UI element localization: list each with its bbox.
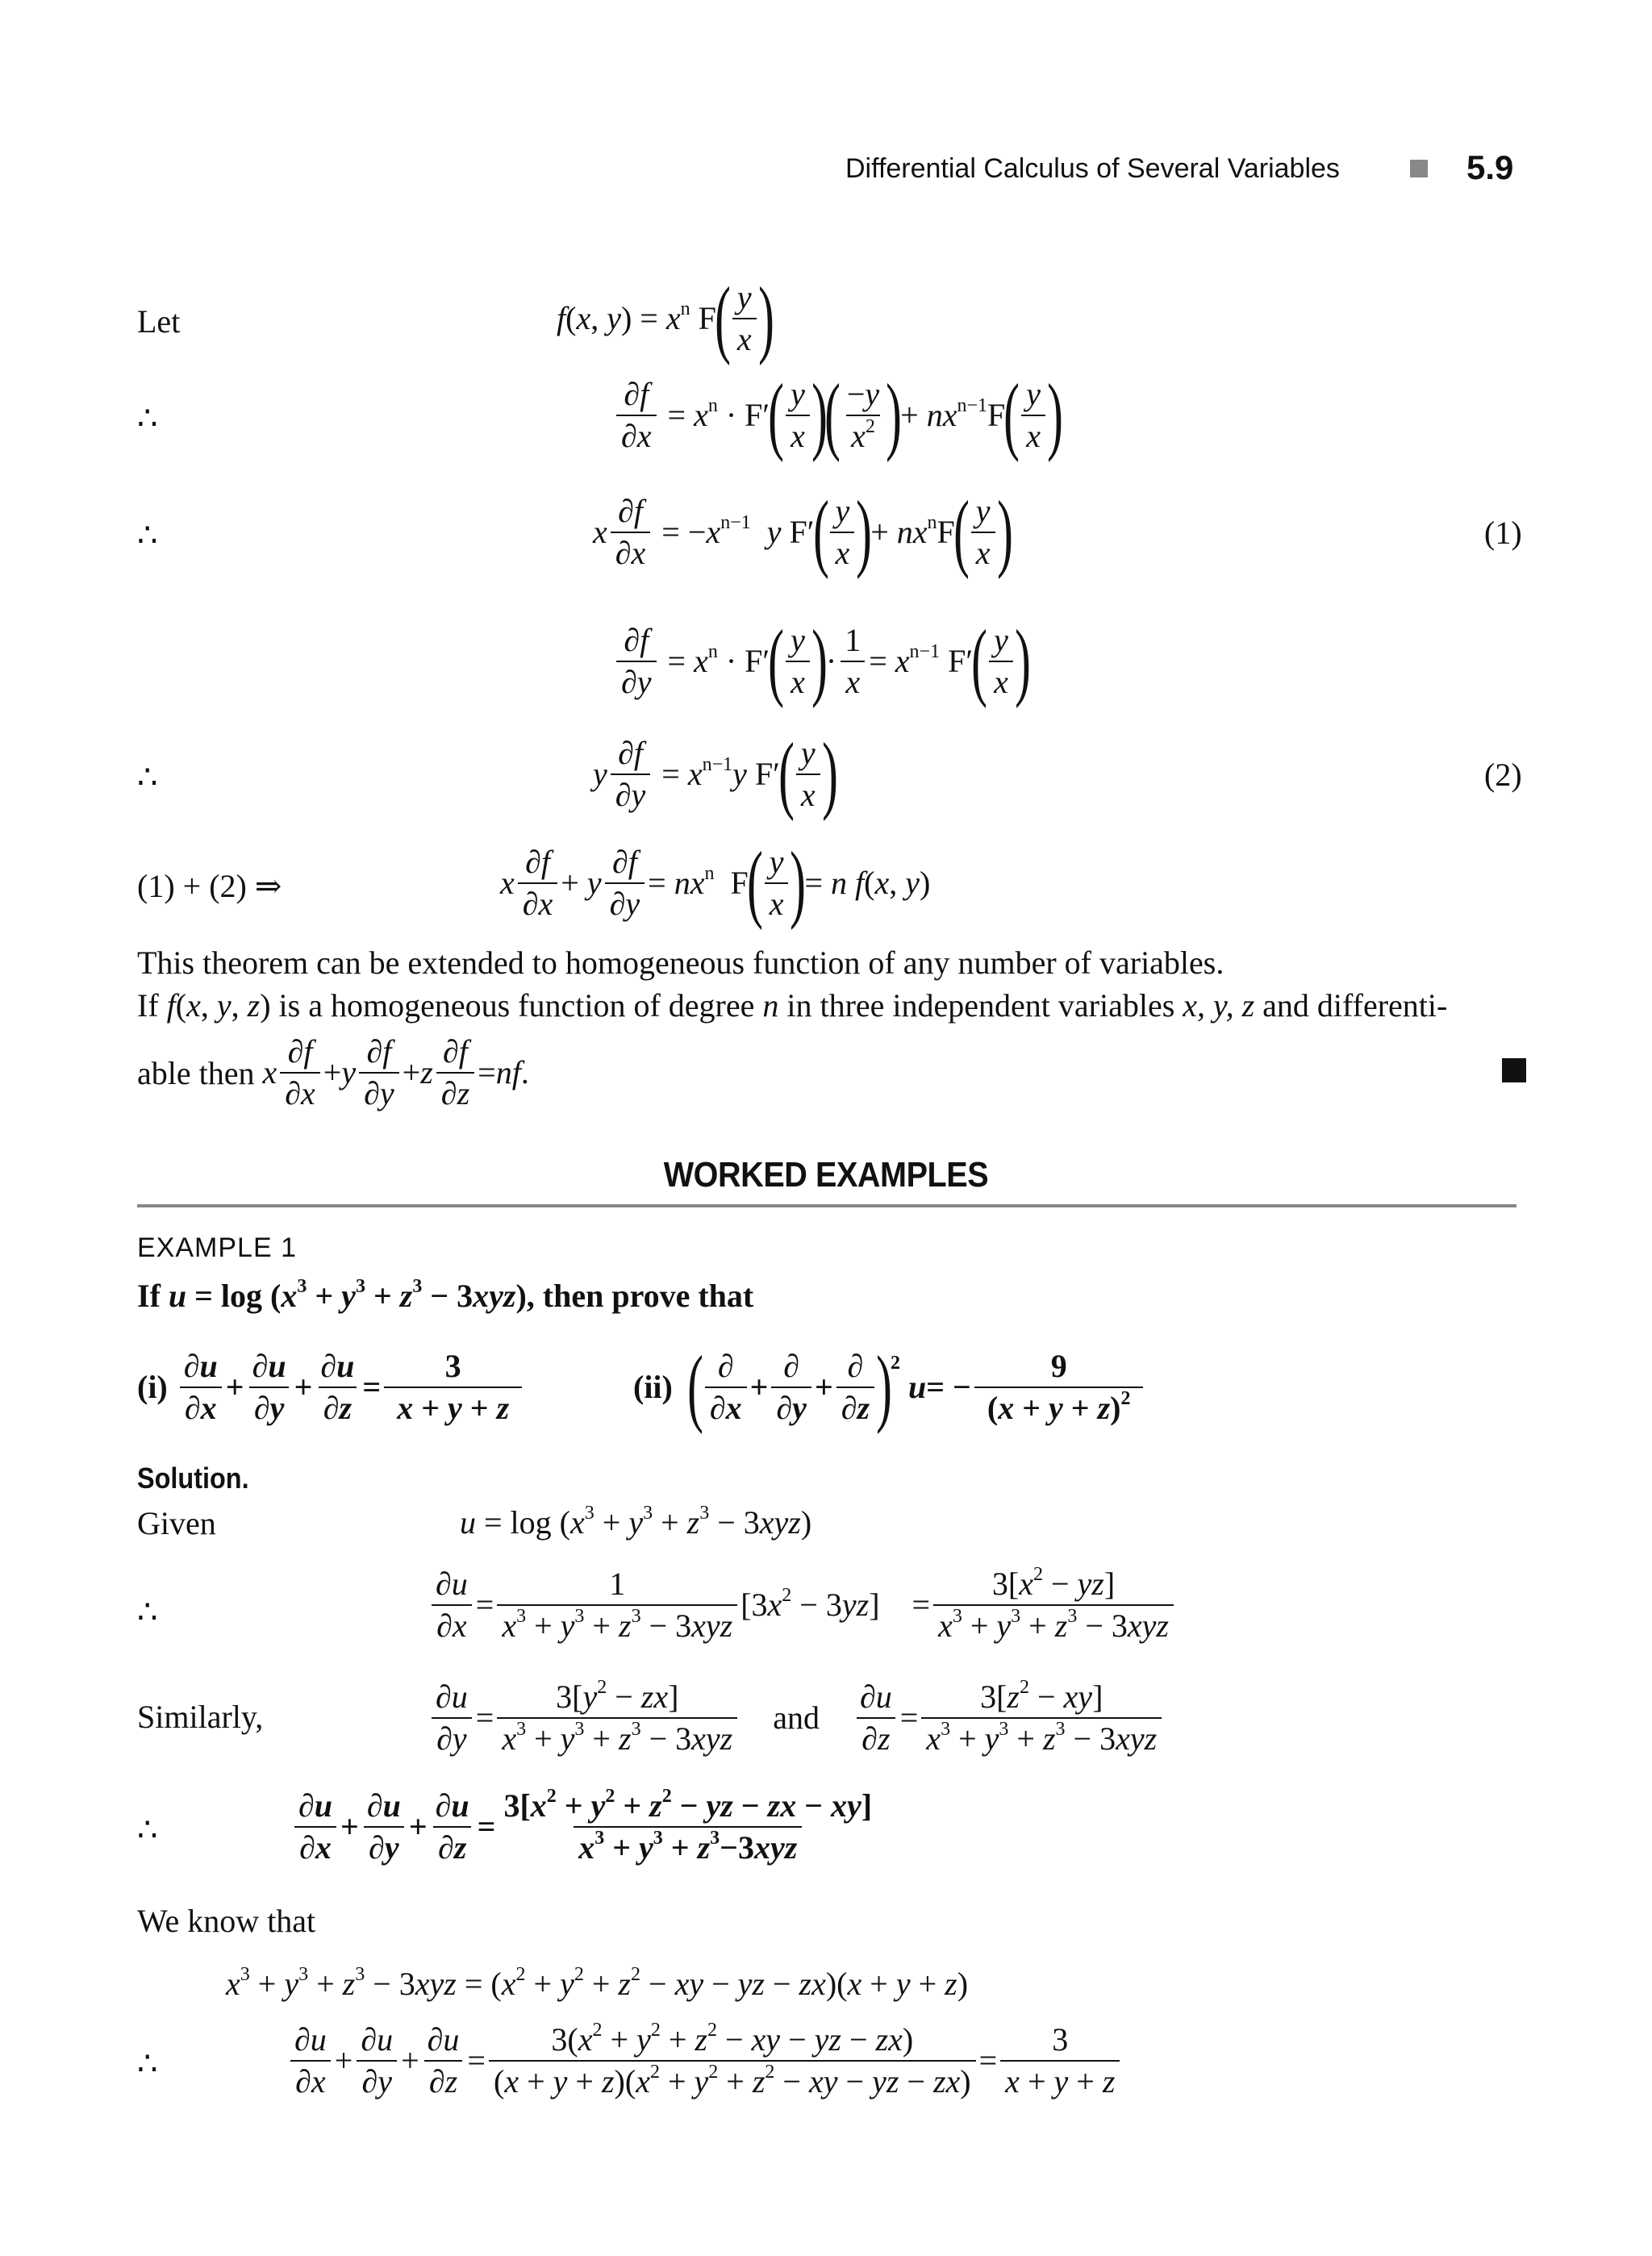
theorem-line-2: If f(x, y, z) is a homogeneous function of degree n in three independent variables x, y, z and differenti- [137, 987, 1448, 1024]
combine-label: (1) + (2) ⇒ [137, 868, 282, 904]
identity-equation: $x^3 + y^3 + z^3 - 3xyz = (x^2 + y^2 + z^2$ − xy − yz − zx)(x + y + z) [226, 1964, 969, 2002]
example-statement: If $u = \log (x^3 + y^3 + z^3 - 3xyz)$, then prove that [137, 1276, 754, 1314]
therefore-symbol: ∴ [137, 759, 158, 795]
theorem-line-3: able then x $\frac{\partial f}{\partial x}$ + y $\frac{\partial f}{\partial y}$ + z $\frac{\partial f}{\partial z}$ = nf . [137, 1033, 529, 1111]
equation-number: (1) [1484, 515, 1522, 551]
let-label: Let [137, 303, 181, 340]
solution-label: Solution. [137, 1462, 249, 1495]
equation-sum: $\frac{\partial u}{\partial x}$ + $\frac{\partial u}{\partial y}$ + $\frac{\partial u}{\partial z}$ = $\frac{3[x^2 + y^2 + z^2 - yz - zx - xy]}{x^3 + y^3 + z^3-3xyz}$ [290, 1783, 880, 1871]
equation-partial-x: $\frac{\partial f}{\partial x}$ = $x^n \cdot F'$ ( $\frac{y}{x}$ ) ( $\frac{-y}{x^2}$ ) + $nx^{n-1}F$ ( $\frac{y}{x}$ ) [613, 371, 1062, 460]
example-label: EXAMPLE 1 [137, 1232, 297, 1263]
similarly-label: Similarly, [137, 1699, 264, 1735]
equation-1: x $\frac{\partial f}{\partial x}$ = $-x^{n-1}$ y F′ ( $\frac{y}{x}$ ) + $nx^nF$ ( $\frac{y}{x}$ ) [593, 484, 1013, 580]
theorem-formula: x $\frac{\partial f}{\partial x}$ + y $\frac{\partial f}{\partial y}$ + z $\frac{\partial f}{\partial z}$ = nf . [262, 1033, 529, 1111]
header-square-icon [1410, 160, 1428, 177]
therefore-symbol: ∴ [137, 400, 158, 436]
therefore-symbol: ∴ [137, 517, 158, 553]
theorem-line-1: This theorem can be extended to homogeneous function of any number of variables. [137, 945, 1224, 981]
equation-partial-y: $\frac{\partial f}{\partial y}$ = $x^n \cdot F'$ ( $\frac{y}{x}$ ) · $\frac{1}{x}$ = $x^{n-1}$ F′ ( $\frac{y}{x}$ ) [613, 617, 1029, 706]
section-heading: WORKED EXAMPLES [663, 1155, 989, 1195]
equation-definition: f(x, $y) = x^n$ F ( $\frac{y}{x}$ ) [557, 270, 774, 366]
part-ii: (ii) ( $\frac{\partial}{\partial x}$ + $\frac{\partial}{\partial y}$ + $\frac{\partial}{\partial z}$ ) 2 u = − $\frac{9}{(x + y + z)^2}$ [633, 1343, 1146, 1432]
equation-du-dy-du-dz: $\frac{\partial u}{\partial y}$ = $\frac{3[y^2 - zx]}{x^3 + y^3 + z^3 - 3xyz}$ and $\frac{\partial u}{\partial z}$ = $\frac{3[z^2 - xy]}{x^3 + y^3 + z^3 - 3xyz}$ [428, 1674, 1165, 1762]
section-rule [137, 1204, 1516, 1207]
equation-final: $\frac{\partial u}{\partial x}$ + $\frac{\partial u}{\partial y}$ + $\frac{\partial u}{\partial z}$ = $\frac{3(x^2 + y^2 + z^2 - xy - yz - zx)}{(x + y + z)(x^2 + y^2 + z^2 - xy - yz - zx)}$ = $\frac{3}{x + y + z}$ [286, 2016, 1123, 2105]
given-equation: $u = \log (x^3 + y^3 + z^3 - 3xyz)$ [460, 1503, 812, 1541]
euler-result: x $\frac{\partial f}{\partial x}$ + y $\frac{\partial f}{\partial y}$ = $nx^n$ F ( $\frac{y}{x}$ ) = n f(x, y) [500, 835, 931, 931]
equation-number: (2) [1484, 757, 1522, 793]
part-i: (i) $\frac{\partial u}{\partial x}$ + $\frac{\partial u}{\partial y}$ + $\frac{\partial u}{\partial z}$ = $\frac{3}{x + y + z}$ [137, 1343, 525, 1432]
we-know-label: We know that [137, 1903, 316, 1939]
therefore-symbol: ∴ [137, 1594, 158, 1630]
therefore-symbol: ∴ [137, 2045, 158, 2082]
running-header [845, 148, 1652, 192]
equation-du-dx: $\frac{\partial u}{\partial x}$ = $\frac{1}{x^3 + y^3 + z^3 - 3xyz}$ $[3x^2 - 3yz]$ = $\frac{3[x^2 - yz]}{x^3 + y^3 + z^3 - 3xyz}$ [428, 1561, 1177, 1649]
end-of-proof-mark [1502, 1058, 1526, 1082]
therefore-symbol: ∴ [137, 1812, 158, 1848]
given-label: Given [137, 1505, 216, 1541]
running-title: Differential Calculus of Several Variables [845, 153, 1340, 184]
equation-2: y $\frac{\partial f}{\partial y}$ = $x^{n-1}y$ F′ ( $\frac{y}{x}$ ) [593, 726, 838, 822]
page-number: 5.9 [1466, 148, 1514, 186]
